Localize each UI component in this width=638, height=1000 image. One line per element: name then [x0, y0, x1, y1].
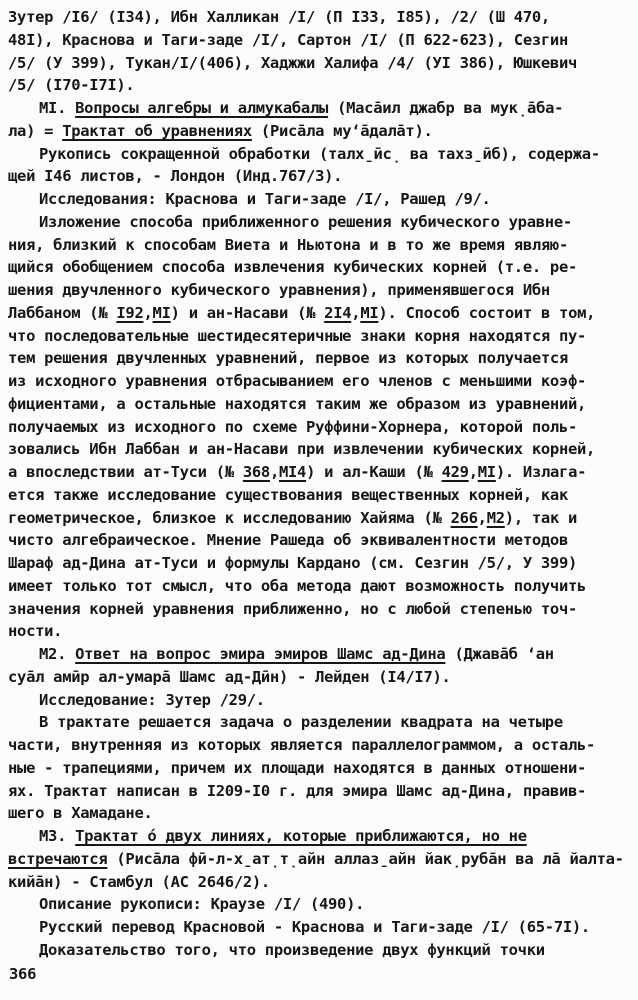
underlined-text-segment: Трактат о́ двух линиях, которые приближаются, но не [75, 827, 527, 845]
underlined-text-segment: встречаются [8, 849, 108, 868]
underlined-text-segment: МI [152, 303, 171, 322]
text-line [8, 302, 634, 325]
text-line [8, 416, 634, 439]
text-segment: части, внутренняя из которых является параллелограммом, а осталь- [8, 736, 596, 754]
underlined-text-segment: 2I4 [324, 303, 352, 322]
text-segment: ). Излага- [495, 463, 587, 481]
text-segment: Лаббаном (№ [8, 303, 117, 322]
text-line [8, 666, 634, 689]
text-segment: получаемых из исходного по схеме Руффини-Хорнера, которой поль- [8, 417, 578, 436]
text-segment: М2. [39, 645, 76, 663]
text-segment: ла) = [8, 121, 63, 140]
text-segment: 48I), Краснова и Таги-заде /I/, Сартон /I/ (П 622-623), Сезгин [8, 30, 568, 49]
text-segment: Шараф ад-Дина ат-Туси и формулы Кардано (см. Сезгин /5/, У 399) [8, 554, 578, 572]
text-segment: ), так и [504, 508, 578, 527]
text-line [8, 802, 634, 825]
text-line [8, 188, 634, 211]
text-line [8, 325, 634, 348]
text-segment: /5/ (I70-I7I). [8, 76, 135, 95]
text-segment: Исследования: Краснова и Таги-заде /I/, Рашед /9/. [39, 190, 491, 208]
text-line [8, 757, 634, 780]
page-text [8, 6, 634, 962]
underlined-text-segment: 429 [441, 463, 469, 481]
underlined-text-segment: I92 [116, 303, 144, 322]
text-line [8, 825, 634, 848]
text-segment: тем решения двучленных уравнений, первое из которых получается [8, 349, 568, 368]
text-segment: шего в Хамадане. [8, 804, 153, 823]
text-line [8, 552, 634, 575]
text-segment: зовались Ибн Лаббан и ан-Насави при извлечении кубических корней, [8, 440, 596, 459]
text-line [8, 52, 634, 75]
text-segment: Русский перевод Красновой - Краснова и Таги-заде /I/ (65-7I). [39, 918, 590, 936]
underlined-text-segment: М2 [486, 508, 505, 527]
text-line [8, 734, 634, 757]
text-line [8, 529, 634, 552]
text-line [8, 165, 634, 188]
text-segment: щей I46 листов, - Лондон (Инд.767/3). [8, 167, 343, 186]
underlined-text-segment: МI [360, 303, 379, 322]
text-segment: (Риса̄ла му‘а̄дала̄т). [251, 121, 433, 140]
text-segment: (Риса̄ла фӣ-л-х̱ат̣т̣айн аллаз̱айн йак̣руба̄н ва ла̄ йалта- [107, 849, 624, 868]
text-segment: /5/ (У 399), Тукан/I/(406), Хаджжи Халифа /4/ (УI 386), Юшкевич [8, 53, 578, 72]
text-segment: Изложение способа приближенного решения кубического уравне- [39, 212, 572, 231]
text-line [8, 256, 634, 279]
text-line [8, 689, 634, 712]
text-line [8, 939, 634, 962]
text-line [8, 120, 634, 143]
text-segment: ) и ал-Каши (№ [306, 463, 442, 481]
text-segment: (Маса̄ил джабр ва мук̣а̄ба- [328, 99, 564, 117]
underlined-text-segment: Вопросы алгебры и алмукабалы [75, 99, 329, 117]
text-segment: ) и ан-Насави (№ [170, 303, 325, 322]
text-segment: чисто алгебраическое. Мнение Рашеда об эквивалентности методов [8, 531, 568, 550]
text-line [8, 234, 634, 257]
text-line [8, 6, 634, 29]
text-segment: геометрическое, близкое к исследованию Хайяма (№ [8, 508, 451, 527]
text-segment: что последовательные шестидесятеричные знаки корня находятся пу- [8, 326, 587, 345]
text-segment: Исследование: Зутер /29/. [39, 690, 265, 709]
text-segment: ). Способ состоит в том, [378, 303, 596, 322]
text-segment: В трактате решается задача о разделении квадрата на четыре [39, 713, 563, 732]
text-segment: ния, близкий к способам Виета и Ньютона и в то же время являю- [8, 235, 568, 254]
text-segment: из исходного уравнения отбрасыванием его членов с меньшими коэф- [8, 372, 587, 390]
text-line [8, 279, 634, 302]
text-segment: , [468, 463, 478, 481]
text-segment: ях. Трактат написан в I209-I0 г. для эмира Шамс ад-Дина, правив- [8, 781, 587, 800]
text-line [8, 643, 634, 666]
underlined-text-segment: 368 [242, 463, 270, 481]
text-segment: щийся обобщением способа извлечения кубических корней (т.е. ре- [8, 258, 578, 277]
text-segment: Рукопись сокращенной обработки (талх̱ӣс̣ ва тахз̱ӣб), содержа- [39, 144, 600, 163]
text-line [8, 29, 634, 52]
text-line [8, 598, 634, 621]
underlined-text-segment: Ответ на вопрос эмира эмиров Шамс ад-Дина [75, 645, 446, 663]
text-line [8, 871, 634, 894]
text-line [8, 438, 634, 461]
text-segment: , [351, 303, 361, 322]
page-number: 366 [9, 965, 37, 983]
text-line [8, 347, 634, 370]
text-segment: ные - трапециями, причем их площади находятся в данных отношени- [8, 758, 587, 777]
text-segment: , [269, 463, 279, 481]
text-segment: шения двучленного кубического уравнения), применявшегося Ибн [8, 281, 550, 299]
text-line [8, 97, 634, 120]
text-segment: , [143, 303, 153, 322]
text-segment: (Джава̄б ‘ан [445, 645, 554, 663]
underlined-text-segment: МI4 [278, 463, 307, 481]
text-line [8, 74, 634, 97]
underlined-text-segment: МI [477, 463, 496, 481]
text-line [8, 370, 634, 393]
text-line [8, 620, 634, 643]
text-line [8, 711, 634, 734]
text-segment: значения корней уравнения приближенно, но с любой степенью точ- [8, 599, 578, 618]
text-line [8, 780, 634, 803]
text-line [8, 393, 634, 416]
text-line [8, 893, 634, 916]
text-segment: фициентами, а остальные находятся таким же образом из уравнений, [8, 394, 587, 413]
text-line [8, 507, 634, 530]
text-line [8, 575, 634, 598]
text-line [8, 848, 634, 871]
text-line [8, 916, 634, 939]
text-segment: МI. [39, 99, 76, 117]
text-segment: Описание рукописи: Краузе /I/ (490). [39, 895, 365, 914]
text-line [8, 461, 634, 484]
underlined-text-segment: Трактат об уравнениях [62, 121, 252, 140]
text-segment: ности. [8, 622, 63, 641]
text-segment: ется также исследование существования вещественных корней, как [8, 485, 568, 504]
text-segment: Зутер /I6/ (I34), Ибн Халликан /I/ (П I33, I85), /2/ (Ш 470, [8, 8, 550, 26]
text-segment: М3. [39, 827, 76, 845]
text-segment: суа̄л амӣр ал-умара̄ Шамс ад-Дӣн) - Лейден (I4/I7). [8, 667, 451, 686]
text-line [8, 143, 634, 166]
text-segment: имеет только тот смысл, что оба метода дают возможность получить [8, 576, 587, 595]
text-segment: а впоследствии ат-Туси (№ [8, 463, 243, 481]
text-segment: кийа̄н) - Стамбул (АС 2646/2). [8, 872, 270, 891]
text-segment: , [477, 508, 487, 527]
text-line [8, 484, 634, 507]
underlined-text-segment: 266 [450, 508, 478, 527]
text-segment: Доказательство того, что произведение двух функций точки [39, 940, 545, 959]
text-line [8, 211, 634, 234]
